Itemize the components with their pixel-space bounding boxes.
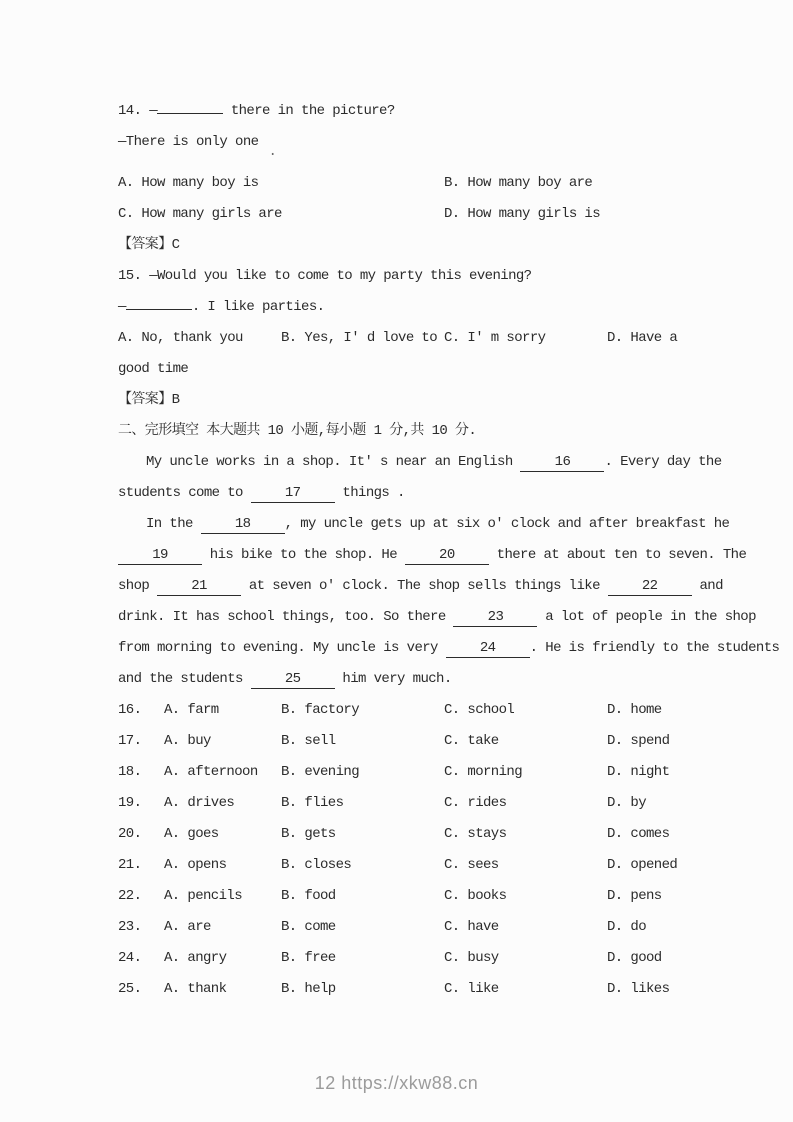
passage-text: . He is friendly to the students [529, 640, 780, 656]
cloze-option-c: C. busy [444, 950, 499, 966]
cloze-option-a: A. opens [164, 857, 227, 873]
cloze-option-row [118, 943, 773, 974]
cloze-option-b: B. factory [281, 702, 360, 718]
q14-options-row-1 [118, 168, 773, 199]
cloze-option-number: 18. [118, 764, 142, 780]
cloze-option-d: D. home [607, 702, 662, 718]
cloze-option-d: D. spend [607, 733, 670, 749]
cloze-option-row [118, 974, 773, 1005]
cloze-option-row [118, 757, 773, 788]
cloze-option-b: B. gets [281, 826, 336, 842]
q14-answer-line: 【答案】C [118, 237, 180, 253]
cloze-option-number: 24. [118, 950, 142, 966]
cloze-option-b: B. come [281, 919, 336, 935]
q15-question-line: 15. —Would you like to come to my party this evening? [118, 268, 532, 284]
q15-answer-blank [126, 309, 192, 310]
q15-reply-prefix: — [118, 299, 126, 315]
cloze-blank-18 [201, 516, 285, 534]
q14-question-prefix: 14. — [118, 103, 158, 119]
cloze-blank-17 [251, 485, 335, 503]
cloze-option-number: 16. [118, 702, 142, 718]
cloze-option-b: B. evening [281, 764, 360, 780]
q15-option-b: B. Yes, I' d love to [281, 330, 438, 346]
cloze-option-row [118, 850, 773, 881]
blank-number: 20 [439, 547, 455, 563]
q14-option-a: A. How many boy is [118, 175, 259, 191]
cloze-blank-19 [118, 547, 202, 565]
q15-reply-suffix: . I like parties. [191, 299, 325, 315]
cloze-option-d: D. by [607, 795, 647, 811]
cloze-option-number: 25. [118, 981, 142, 997]
cloze-blank-22 [608, 578, 692, 596]
cloze-option-c: C. take [444, 733, 499, 749]
passage-text: and [691, 578, 723, 594]
cloze-passage-line-5 [118, 571, 773, 602]
q14-reply-period: . [268, 144, 277, 160]
cloze-blank-16 [520, 454, 604, 472]
cloze-option-c: C. stays [444, 826, 507, 842]
cloze-option-a: A. are [164, 919, 211, 935]
cloze-option-c: C. like [444, 981, 499, 997]
cloze-option-a: A. goes [164, 826, 219, 842]
q14-option-b: B. How many boy are [444, 175, 593, 191]
passage-text: , my uncle gets up at six o' clock and after breakfast he [284, 516, 730, 532]
passage-text: his bike to the shop. He [202, 547, 405, 563]
passage-text: things . [334, 485, 405, 501]
passage-text: students come to [118, 485, 251, 501]
cloze-option-b: B. food [281, 888, 336, 904]
q14-options-row-2 [118, 199, 773, 230]
cloze-option-b: B. free [281, 950, 336, 966]
q15-option-a: A. No, thank you [118, 330, 243, 346]
cloze-option-c: C. school [444, 702, 515, 718]
cloze-option-row [118, 881, 773, 912]
cloze-blank-21 [157, 578, 241, 596]
cloze-option-row [118, 912, 773, 943]
q14-reply-text: —There is only one [118, 134, 259, 150]
cloze-blank-20 [405, 547, 489, 565]
passage-text: a lot of people in the shop [537, 609, 756, 625]
cloze-passage-line-3 [118, 509, 773, 540]
cloze-option-d: D. pens [607, 888, 662, 904]
passage-text: at seven o' clock. The shop sells things like [241, 578, 608, 594]
cloze-option-number: 20. [118, 826, 142, 842]
q15-option-c: C. I' m sorry [444, 330, 546, 346]
cloze-option-c: C. sees [444, 857, 499, 873]
cloze-passage-line-6 [118, 602, 773, 633]
q14-question-line [118, 96, 773, 127]
cloze-blank-24 [446, 640, 530, 658]
cloze-passage-line-7 [118, 633, 780, 664]
cloze-blank-23 [453, 609, 537, 627]
cloze-option-b: B. help [281, 981, 336, 997]
cloze-option-number: 19. [118, 795, 142, 811]
passage-text: and the students [118, 671, 251, 687]
cloze-option-d: D. likes [607, 981, 670, 997]
cloze-option-a: A. angry [164, 950, 227, 966]
cloze-option-d: D. good [607, 950, 662, 966]
passage-text: drink. It has school things, too. So there [118, 609, 454, 625]
cloze-option-c: C. morning [444, 764, 523, 780]
cloze-option-d: D. do [607, 919, 647, 935]
blank-number: 24 [479, 640, 496, 656]
blank-number: 19 [152, 547, 168, 563]
q14-answer-blank [157, 113, 223, 114]
blank-number: 21 [191, 578, 207, 594]
blank-number: 25 [284, 671, 301, 687]
q14-option-d: D. How many girls is [444, 206, 601, 222]
cloze-option-b: B. closes [281, 857, 352, 873]
q14-option-c: C. How many girls are [118, 206, 282, 222]
page-footer: 12 https://xkw88.cn [314, 1073, 479, 1093]
cloze-option-row [118, 726, 773, 757]
cloze-option-number: 22. [118, 888, 142, 904]
q15-reply-line [118, 292, 773, 323]
passage-text: shop [118, 578, 158, 594]
cloze-option-number: 21. [118, 857, 142, 873]
cloze-option-row [118, 788, 773, 819]
q15-option-d-wrap: good time [118, 361, 189, 377]
passage-text: him very much. [334, 671, 452, 687]
cloze-option-b: B. flies [281, 795, 344, 811]
cloze-passage-line-8 [118, 664, 773, 695]
cloze-option-c: C. have [444, 919, 499, 935]
cloze-option-b: B. sell [281, 733, 336, 749]
cloze-option-c: C. rides [444, 795, 507, 811]
blank-number: 22 [641, 578, 658, 594]
cloze-blank-25 [251, 671, 335, 689]
cloze-passage-line-2 [118, 478, 773, 509]
cloze-option-d: D. comes [607, 826, 670, 842]
cloze-option-a: A. farm [164, 702, 219, 718]
cloze-passage-line-4 [118, 540, 773, 571]
exam-content [118, 96, 780, 1005]
cloze-option-number: 17. [118, 733, 142, 749]
blank-number: 18 [234, 516, 251, 532]
passage-text: there at about ten to seven. The [488, 547, 747, 563]
cloze-option-a: A. thank [164, 981, 227, 997]
cloze-passage-line-1 [118, 447, 773, 478]
cloze-option-row [118, 819, 773, 850]
cloze-options-grid [118, 695, 773, 1005]
cloze-option-a: A. drives [164, 795, 235, 811]
passage-text: from morning to evening. My uncle is very [118, 640, 446, 656]
blank-number: 17 [284, 485, 301, 501]
cloze-option-row [118, 695, 773, 726]
passage-text: . Every day the [604, 454, 722, 470]
cloze-section-heading: 二、完形填空 本大题共 10 小题,每小题 1 分,共 10 分. [118, 423, 477, 439]
passage-text: In the [146, 516, 201, 532]
q15-option-d: D. Have a [607, 330, 678, 346]
q15-options-row [118, 323, 773, 354]
blank-number: 23 [487, 609, 504, 625]
cloze-option-number: 23. [118, 919, 142, 935]
q15-answer-line: 【答案】B [118, 392, 180, 408]
cloze-option-a: A. afternoon [164, 764, 258, 780]
q14-question-suffix: there in the picture? [223, 103, 395, 119]
cloze-option-a: A. buy [164, 733, 211, 749]
passage-text: My uncle works in a shop. It' s near an English [146, 454, 521, 470]
q14-reply-line [118, 127, 773, 158]
cloze-option-d: D. night [607, 764, 670, 780]
cloze-option-c: C. books [444, 888, 507, 904]
cloze-option-a: A. pencils [164, 888, 243, 904]
blank-number: 16 [554, 454, 571, 470]
cloze-option-d: D. opened [607, 857, 678, 873]
